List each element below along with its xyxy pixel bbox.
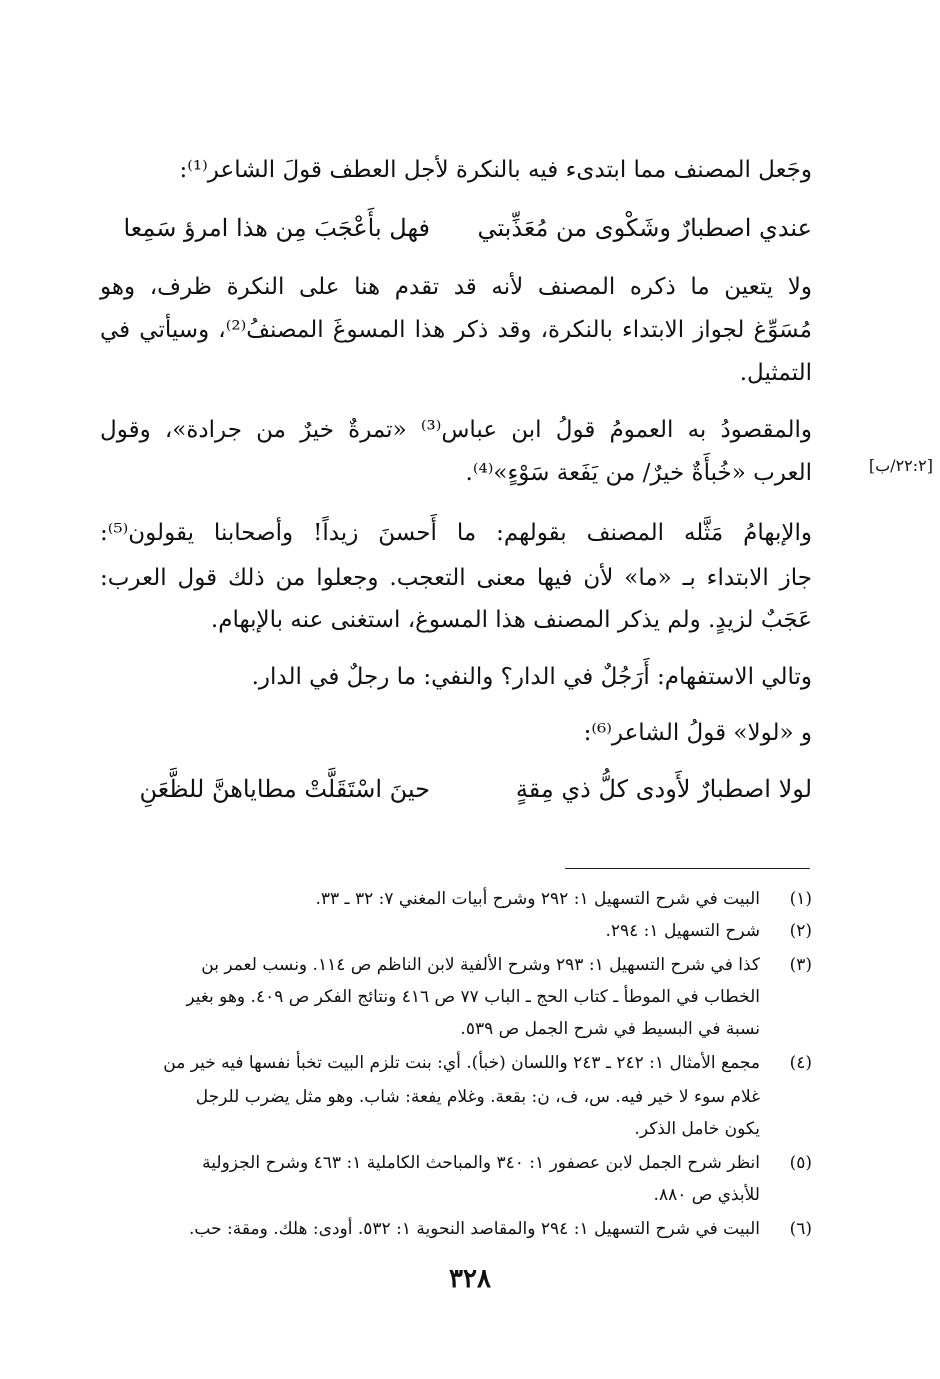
footnote-number: (٥) [789,1153,812,1173]
footnote-line: البيت في شرح التسهيل ١: ٢٩٤ والمقاصد النحوية ١: ٥٣٢. أودى: هلك. ومقة: حب. [189,1219,760,1239]
body-line: والإبهامُ مَثَّله المصنف بقولهم: ما أَحسنَ زيداً! وأصحابنا يقولون⁽⁵⁾: [100,520,812,546]
body-line: مُسَوِّغ لجواز الابتداء بالنكرة، وقد ذكر هذا المسوغَ المصنفُ⁽²⁾، وسيأتي في [100,317,812,343]
verse-hemistich-right: عندي اصطبارٌ وشَكْوى من مُعَذِّبتي [477,214,812,242]
body-line: و «لولا» قولُ الشاعر⁽⁶⁾: [583,720,812,746]
footnote-line: شرح التسهيل ١: ٢٩٤. [605,921,760,941]
body-line: العرب «خُبأَةٌ خيرٌ/ من يَفَعة سَوْءٍ»⁽⁴⁾. [465,460,812,486]
footnote-line: الخطاب في الموطأ ـ كتاب الحج ـ الباب ٧٧ ص ٤١٦ ونتائج الفكر ص ٤٠٩. وهو بغير [186,987,760,1007]
body-line: والمقصودُ به العمومُ قولُ ابن عباس⁽³⁾ «تمرةٌ خيرٌ من جرادة»، وقول [100,417,812,443]
footnote-number: (٤) [789,1053,812,1073]
footnote-line: البيت في شرح التسهيل ١: ٢٩٢ وشرح أبيات المغني ٧: ٣٢ ـ ٣٣. [315,889,760,909]
footnote-line: غلام سوء لا خير فيه. س، ف، ن: بقعة. وغلام يفعة: شاب. وهو مثل يضرب للرجل [195,1087,760,1107]
body-line: التمثيل. [739,360,812,386]
footnote-number: (٢) [789,921,812,941]
footnote-line: للأبذي ص ٨٨٠. [653,1185,760,1205]
footnote-line: نسبة في البسيط في شرح الجمل ص ٥٣٩. [460,1019,760,1039]
footnote-line: انظر شرح الجمل لابن عصفور ١: ٣٤٠ والمباحث الكاملية ١: ٤٦٣ وشرح الجزولية [202,1153,760,1173]
footnote-number: (٦) [789,1219,812,1239]
manuscript-folio-note: [٢٢:٢/ب] [868,456,933,475]
footnote-separator [565,868,810,869]
verse-hemistich-right: لولا اصطبارٌ لأَودى كلُّ ذي مِقةٍ [515,775,812,803]
body-line: ولا يتعين ما ذكره المصنف لأنه قد تقدم هنا على النكرة ظرف، وهو [100,274,812,300]
verse-hemistich-left: فهل بأَعْجَبَ مِن هذا امرؤ سَمِعا [123,214,430,242]
footnote-line: مجمع الأمثال ١: ٢٤٢ ـ ٢٤٣ واللسان (خبأ). أي: بنت تلزم البيت تخبأ نفسها فيه خير من [163,1053,760,1073]
verse-hemistich-left: حينَ اسْتَقَلَّتْ مطاياهنَّ للظَّعَنِ [139,775,430,803]
page-number: ٣٢٨ [449,1264,491,1294]
body-line: وتالي الاستفهام: أَرَجُلٌ في الدار؟ والنفي: ما رجلٌ في الدار. [251,664,812,690]
footnote-line: كذا في شرح التسهيل ١: ٢٩٣ وشرح الألفية لابن الناظم ص ١١٤. ونسب لعمر بن [201,955,760,975]
footnote-number: (١) [789,889,812,909]
body-line: جاز الابتداء بـ «ما» لأن فيها معنى التعجب. وجعلوا من ذلك قول العرب: [100,565,812,591]
body-line: وجَعل المصنف مما ابتدىء فيه بالنكرة لأجل العطف قولَ الشاعر⁽¹⁾: [179,157,812,183]
footnote-number: (٣) [789,955,812,975]
footnote-line: يكون خامل الذكر. [634,1119,760,1139]
body-line: عَجَبٌ لزيدٍ. ولم يذكر المصنف هذا المسوغ، استغنى عنه بالإبهام. [210,607,812,633]
